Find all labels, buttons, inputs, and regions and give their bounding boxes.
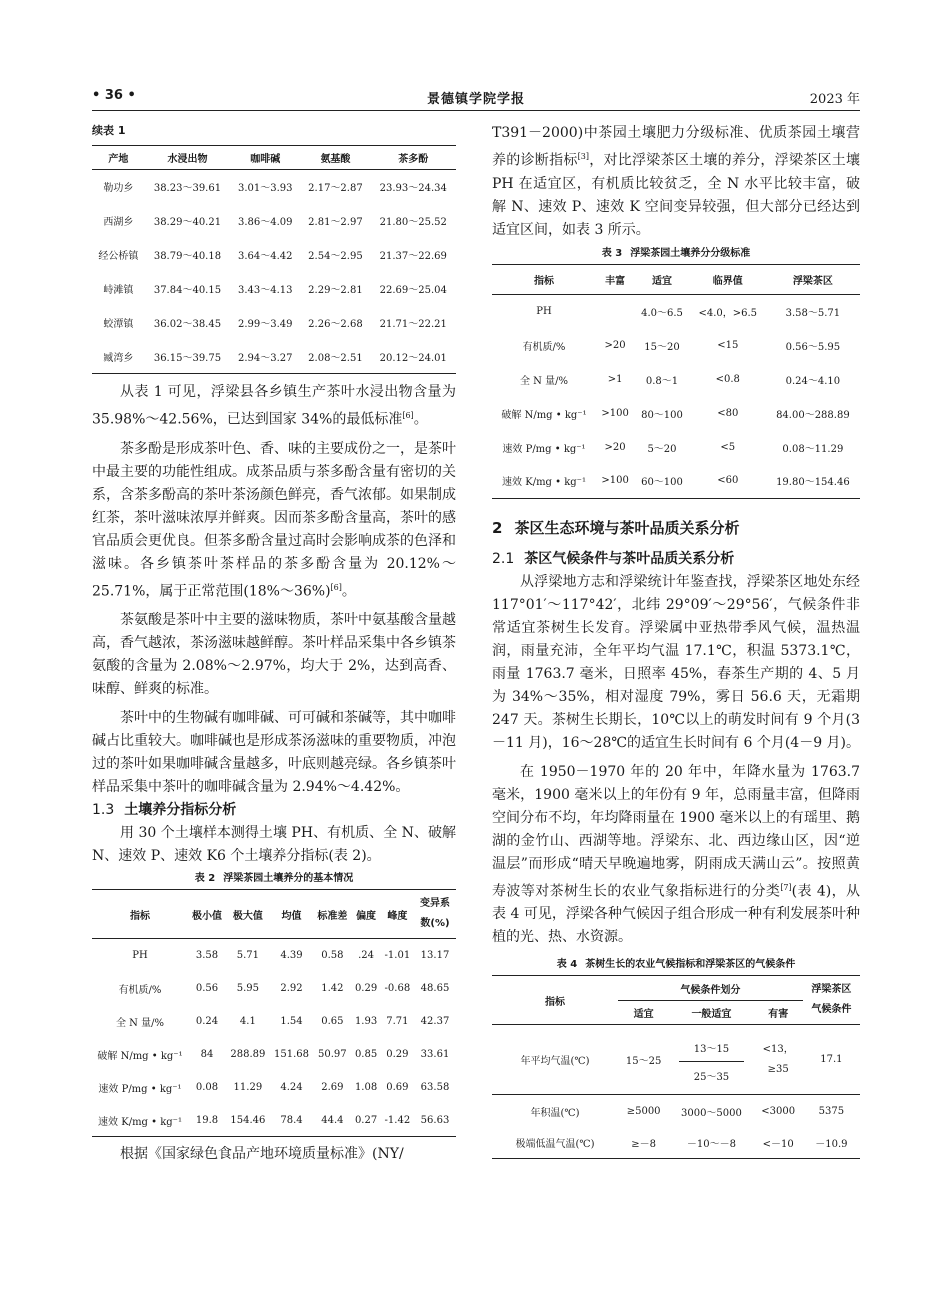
table-cell: 17.1 bbox=[803, 1025, 860, 1095]
table-cell: 21.80～25.52 bbox=[379, 217, 447, 228]
table-cell: 0.56 bbox=[195, 982, 219, 994]
table-cell: 3.43～4.13 bbox=[238, 285, 293, 296]
citation: [6] bbox=[402, 411, 414, 420]
table2-header: 标准差 bbox=[313, 890, 351, 939]
table2 bbox=[92, 889, 456, 1137]
table-cell: 36.15～39.75 bbox=[145, 340, 230, 374]
table4-caption: 表 4 茶树生长的农业气候指标和浮梁茶区的气候条件 bbox=[556, 959, 796, 971]
table-row bbox=[92, 340, 456, 374]
table-row bbox=[92, 204, 456, 238]
table-cell: 0.24 bbox=[195, 1015, 219, 1027]
table-cell: 78.4 bbox=[270, 1104, 314, 1137]
table-cell: 臧湾乡 bbox=[92, 340, 145, 374]
table-cell: 2.99～3.49 bbox=[238, 319, 293, 330]
table-cell: <3000 bbox=[761, 1105, 796, 1117]
table2-header: 偏度 bbox=[351, 890, 380, 939]
table-cell bbox=[596, 294, 634, 328]
paragraph: T391－2000)中茶园土壤肥力分级标准、优质茶园土壤营养的诊断指标[3]，对比浮梁茶区土壤的养分，浮梁茶区土壤 PH 在适宜区，有机质比较贫乏，全 N 水平比较丰富，破解 N、速效 P、速效 K 空间变异较强，但大部分已经达到适宜区间，如表 3 所示。 bbox=[492, 125, 861, 238]
table-cell: -0.68 bbox=[384, 982, 411, 994]
table-cell: 2.29～2.81 bbox=[308, 285, 363, 296]
table-cell: 0.29 bbox=[386, 1048, 409, 1060]
table-cell: 速效 K/mg • kg⁻¹ bbox=[492, 464, 596, 498]
table-row bbox=[92, 1038, 456, 1071]
table-cell: 1.93 bbox=[354, 1015, 378, 1027]
paragraph: 用 30 个土壤样本测得土壤 PH、有机质、全 N、破解 N、速效 P、速效 K6 个土壤养分指标(表 2)。 bbox=[92, 825, 456, 865]
table2-header: 极小值 bbox=[188, 890, 226, 939]
table-cell: 36.02～38.45 bbox=[153, 319, 222, 330]
table-cell: 0.27 bbox=[351, 1104, 380, 1137]
table-cell: 7.71 bbox=[386, 1015, 409, 1027]
table-cell: 56.63 bbox=[414, 1104, 456, 1137]
table-row bbox=[92, 238, 456, 272]
table-cell: PH bbox=[536, 305, 552, 317]
table-row bbox=[492, 430, 860, 464]
table-cell: 0.69 bbox=[386, 1081, 409, 1093]
table-cell: 3.01～3.93 bbox=[238, 183, 293, 195]
table-cell: 2.69 bbox=[321, 1081, 344, 1093]
citation: [7] bbox=[780, 882, 792, 892]
table-cell: >1 bbox=[607, 373, 623, 385]
table-cell: 33.61 bbox=[420, 1048, 450, 1060]
section-heading-2-1: 2.1 茶区气候条件与茶叶品质关系分析 bbox=[492, 550, 735, 567]
table-cell: －10.9 bbox=[803, 1127, 860, 1159]
table-cell: 4.0～6.5 bbox=[641, 307, 683, 319]
table-cell-split: <13， ≥35 bbox=[754, 1025, 803, 1095]
table-cell: 1.42 bbox=[321, 982, 344, 994]
journal-year: 2023 年 bbox=[809, 92, 860, 107]
table-cell: 5～20 bbox=[647, 443, 677, 455]
table1-header: 咖啡碱 bbox=[230, 146, 300, 170]
table-cell: -1.42 bbox=[381, 1104, 414, 1137]
table-cell: 11.29 bbox=[233, 1081, 263, 1093]
table-cell: >100 bbox=[601, 407, 629, 419]
table-row bbox=[92, 272, 456, 306]
table-cell: <80 bbox=[717, 407, 739, 419]
table-cell: 峙滩镇 bbox=[103, 285, 134, 296]
paragraph: 根据《国家绿色食品产地环境质量标准》(NY/ bbox=[120, 1146, 404, 1163]
table-cell: 50.97 bbox=[318, 1048, 347, 1060]
table-cell: 3.64～4.42 bbox=[238, 251, 293, 262]
table-row bbox=[492, 1025, 860, 1095]
table-row bbox=[92, 1071, 456, 1104]
table-cell: 60～100 bbox=[634, 464, 690, 498]
table-cell: .24 bbox=[358, 950, 375, 962]
table-cell: 3.58 bbox=[195, 950, 219, 962]
paragraph: 在 1950－1970 年的 20 年中，年降水量为 1763.7 毫米，1900 毫米以上的年份有 9 年，总雨量丰富，但降雨空间分布不均，年均降雨量在 1900 毫米以上的有瑶里、鹅湖的金竹山、西湖等地。浮梁东、北、西边缘山区，因“逆温层”而形成“晴天早晚遍地雾，阴雨成天满山云”。按照黄寿波等对茶树生长的农业气象指标进行的分类[7](表 4)，从表 4 可见，浮梁各种气候因子组合形成一种有利发展茶叶种植的光、热、水资源。 bbox=[492, 763, 861, 946]
table2-header: 指标 bbox=[92, 890, 188, 939]
table2-header: 变异系数(%) bbox=[414, 890, 456, 939]
table-cell: 5.95 bbox=[236, 982, 259, 994]
table-row bbox=[492, 396, 860, 430]
table-cell: 有机质/% bbox=[118, 984, 162, 996]
table-cell: 0.65 bbox=[321, 1015, 344, 1027]
table-cell: 4.39 bbox=[280, 950, 303, 962]
table-cell: 15～20 bbox=[644, 341, 680, 353]
table-row bbox=[92, 972, 456, 1005]
table-row bbox=[92, 1104, 456, 1137]
table1-header: 水浸出物 bbox=[145, 146, 230, 170]
table3-header: 适宜 bbox=[634, 264, 690, 294]
paragraph: 茶氨酸是茶叶中主要的滋味物质，茶叶中氨基酸含量越高，香气越浓，茶汤滋味越鲜醇。茶叶样品采集中各乡镇茶氨酸的含量为 2.08%～2.97%，均大于 2%，达到高香、味醇、鲜爽的标准。 bbox=[92, 612, 456, 698]
table-cell: 勒功乡 bbox=[103, 183, 134, 195]
table-cell: 全 N 量/% bbox=[520, 375, 568, 387]
table-cell: 4.24 bbox=[280, 1081, 303, 1093]
table1-body bbox=[92, 170, 456, 374]
table3-header: 丰富 bbox=[596, 264, 634, 294]
table-row bbox=[92, 939, 456, 972]
citation: [6] bbox=[330, 582, 342, 592]
table-row bbox=[92, 170, 456, 204]
table-cell: 3.58～5.71 bbox=[785, 307, 841, 319]
table-cell: 22.69～25.04 bbox=[379, 285, 447, 296]
table-cell: 年平均气温(℃) bbox=[492, 1025, 618, 1095]
table1-header: 产地 bbox=[92, 146, 145, 170]
table-cell: 0.08 bbox=[195, 1081, 219, 1093]
table-cell: 2.81～2.97 bbox=[308, 217, 363, 228]
page-header bbox=[92, 86, 860, 108]
table-cell: 全 N 量/% bbox=[116, 1017, 164, 1029]
table-row bbox=[492, 1127, 860, 1159]
table4-header: 指标 bbox=[492, 976, 618, 1025]
table-cell: 0.08～11.29 bbox=[782, 443, 844, 455]
table-cell: 0.29 bbox=[354, 982, 378, 994]
table-cell: 2.08～2.51 bbox=[300, 340, 370, 374]
table-cell: 13.17 bbox=[420, 950, 450, 962]
table3-header: 指标 bbox=[492, 264, 596, 294]
table-cell: 2.92 bbox=[280, 982, 303, 994]
page-number: • 36 • bbox=[92, 88, 136, 103]
table-cell: <0.8 bbox=[715, 373, 740, 385]
table-cell: 5.71 bbox=[236, 950, 259, 962]
table-cell: PH bbox=[132, 950, 148, 962]
table-cell: <4.0，>6.5 bbox=[698, 307, 758, 319]
table2-header: 均值 bbox=[270, 890, 314, 939]
table-cell: 极端低温气温(℃) bbox=[492, 1127, 618, 1159]
table-cell: 0.24～4.10 bbox=[785, 375, 841, 387]
table-cell: 48.65 bbox=[420, 982, 450, 994]
table-cell: 80～100 bbox=[641, 409, 683, 421]
table4-subheader: 适宜 bbox=[618, 1000, 669, 1025]
table-cell: 0.8～1 bbox=[645, 375, 679, 387]
table-cell: <15 bbox=[717, 339, 739, 351]
table-cell: 西湖乡 bbox=[103, 217, 134, 228]
table-cell: 3000～5000 bbox=[680, 1107, 742, 1119]
table1-header: 氨基酸 bbox=[300, 146, 370, 170]
table3-caption: 表 3 浮梁茶园土壤养分分级标准 bbox=[601, 247, 751, 259]
table-row bbox=[492, 328, 860, 362]
table-cell: 速效 K/mg • kg⁻¹ bbox=[92, 1104, 188, 1137]
table-row bbox=[92, 306, 456, 340]
paragraph: 茶多酚是形成茶叶色、香、味的主要成份之一，是茶叶中最主要的功能性组成。成茶品质与茶多酚含量有密切的关系，含茶多酚高的茶叶茶汤颜色鲜亮，香气浓郁。如果制成红茶，茶叶滋味浓厚并鲜爽。因而茶多酚含量高，茶叶的感官品质会更优良。但茶多酚含量过高时会影响成茶的色泽和滋味。各乡镇茶叶茶样品的茶多酚含量为 20.12%～25.71%，属于正常范围(18%～36%)[6]。 bbox=[92, 440, 456, 600]
table-cell: 21.71～22.21 bbox=[379, 319, 447, 330]
citation: [3] bbox=[577, 152, 589, 161]
table-cell: 4.1 bbox=[239, 1015, 256, 1027]
table-cell: 破解 N/mg • kg⁻¹ bbox=[501, 409, 587, 421]
table-cell: ≥5000 bbox=[626, 1105, 661, 1117]
table-row bbox=[492, 464, 860, 498]
table-cell: 1.54 bbox=[280, 1015, 303, 1027]
table-cell: 有机质/% bbox=[522, 341, 566, 353]
table-cell: 0.56～5.95 bbox=[785, 341, 841, 353]
table-cell: 2.26～2.68 bbox=[308, 319, 363, 330]
table2-header: 峰度 bbox=[381, 890, 414, 939]
table3-header: 临界值 bbox=[690, 264, 766, 294]
table-cell: 2.94～3.27 bbox=[230, 340, 300, 374]
table-cell: <－10 bbox=[754, 1127, 803, 1159]
table4 bbox=[492, 975, 860, 1159]
table-cell: 2.54～2.95 bbox=[308, 251, 363, 262]
table-cell: 1.08 bbox=[354, 1081, 378, 1093]
table-cell: 20.12～24.01 bbox=[371, 340, 456, 374]
table-cell: 44.4 bbox=[313, 1104, 351, 1137]
table-cell: 84 bbox=[200, 1048, 214, 1060]
section-heading-1-3: 1.3 土壤养分指标分析 bbox=[92, 802, 237, 819]
table4-header-fuliang: 浮梁茶区 气候条件 bbox=[803, 976, 860, 1025]
table-cell: 速效 P/mg • kg⁻¹ bbox=[502, 443, 586, 455]
table4-body bbox=[492, 1025, 860, 1095]
table-cell: 0.85 bbox=[354, 1048, 378, 1060]
table-cell: <5 bbox=[720, 441, 736, 453]
table4-body-rest bbox=[492, 1095, 860, 1159]
table-cell-split: 13～15 25～35 bbox=[669, 1025, 753, 1095]
table-cell: >20 bbox=[604, 339, 626, 351]
table-cell: 38.79～40.18 bbox=[153, 251, 222, 262]
table-cell: 0.58 bbox=[321, 950, 344, 962]
table-cell: 84.00～288.89 bbox=[776, 409, 850, 421]
table-cell: 37.84～40.15 bbox=[153, 285, 222, 296]
table-cell: <60 bbox=[690, 464, 766, 498]
table1 bbox=[92, 145, 456, 374]
table2-caption: 表 2 浮梁茶园土壤养分的基本情况 bbox=[194, 873, 354, 885]
table-cell: 经公桥镇 bbox=[98, 251, 139, 262]
table-cell: －10～－8 bbox=[669, 1127, 753, 1159]
table4-subheader: 有害 bbox=[754, 1000, 803, 1025]
table-cell: 151.68 bbox=[274, 1048, 309, 1060]
table-cell: 38.23～39.61 bbox=[153, 183, 222, 195]
table-cell: 15～25 bbox=[618, 1025, 669, 1095]
right-column bbox=[492, 122, 860, 1159]
section-heading-2: 2 茶区生态环境与茶叶品质关系分析 bbox=[492, 518, 740, 537]
table3-header: 浮梁茶区 bbox=[766, 264, 860, 294]
paragraph: 茶叶中的生物碱有咖啡碱、可可碱和茶碱等，其中咖啡碱占比重较大。咖啡碱也是形成茶汤滋味的重要物质，冲泡过的茶叶如果咖啡碱含量越多，叶底则越亮绿。各乡镇茶叶样品采集中茶叶的咖啡碱含量为 2.94%～4.42%。 bbox=[92, 710, 456, 796]
table-cell: 2.17～2.87 bbox=[308, 183, 363, 195]
table-cell: 154.46 bbox=[226, 1104, 270, 1137]
table-cell: >20 bbox=[604, 441, 626, 453]
table1-caption: 续表 1 bbox=[92, 124, 126, 137]
table4-subheader: 一般适宜 bbox=[669, 1000, 753, 1025]
table-cell: 3.86～4.09 bbox=[238, 217, 293, 228]
table-row bbox=[492, 294, 860, 328]
header-rule bbox=[92, 110, 860, 111]
paragraph: 从表 1 可见，浮梁县各乡镇生产茶叶水浸出物含量为 35.98%～42.56%，已达到国家 34%的最低标准[6]。 bbox=[92, 384, 456, 428]
table-cell: 速效 P/mg • kg⁻¹ bbox=[98, 1083, 182, 1095]
left-column bbox=[92, 122, 456, 1166]
table4-header-group: 气候条件划分 bbox=[618, 976, 803, 1001]
table-cell: 63.58 bbox=[420, 1081, 450, 1093]
table-cell: 21.37～22.69 bbox=[379, 251, 447, 262]
table-cell: 288.89 bbox=[230, 1048, 266, 1060]
table3-body bbox=[492, 294, 860, 498]
table-cell: 23.93～24.34 bbox=[379, 183, 447, 195]
table-cell: 蛟潭镇 bbox=[103, 319, 134, 330]
table-cell: 破解 N/mg • kg⁻¹ bbox=[97, 1050, 183, 1062]
table-cell: -1.01 bbox=[384, 950, 411, 962]
table-cell: 年积温(℃) bbox=[530, 1107, 580, 1119]
table-cell: 38.29～40.21 bbox=[153, 217, 222, 228]
table3 bbox=[492, 264, 860, 499]
table-cell: >100 bbox=[596, 464, 634, 498]
table-cell: 19.8 bbox=[188, 1104, 226, 1137]
table-row bbox=[492, 362, 860, 396]
paragraph: 从浮梁地方志和浮梁统计年鉴查找，浮梁茶区地处东经 117°01′～117°42′，北纬 29°09′～29°56′，气候条件非常适宜茶树生长发育。浮梁属中亚热带季风气候，温热温润，雨量充沛，全年平均气温 17.1℃，积温 5373.1℃，雨量 1763.7 毫米，日照率 45%，春茶生产期的 4、5 月为 34%～35%，相对湿度 79%，雾日 56.6 天，无霜期 247 天。茶树生长期长，10℃以上的萌发时间有 9 个月(3－11 月)，16～28℃的适宜生长时间有 6 个月(4－9 月)。 bbox=[492, 573, 861, 751]
table2-header: 极大值 bbox=[226, 890, 270, 939]
table-row bbox=[492, 1095, 860, 1127]
table-cell: 42.37 bbox=[420, 1015, 450, 1027]
table-row bbox=[92, 1005, 456, 1038]
journal-title: 景德镇学院学报 bbox=[426, 92, 525, 107]
table-cell: 19.80～154.46 bbox=[766, 464, 860, 498]
table-cell: ≥－8 bbox=[618, 1127, 669, 1159]
table1-header: 茶多酚 bbox=[371, 146, 456, 170]
table-cell: 5375 bbox=[818, 1105, 845, 1117]
table2-body bbox=[92, 939, 456, 1137]
